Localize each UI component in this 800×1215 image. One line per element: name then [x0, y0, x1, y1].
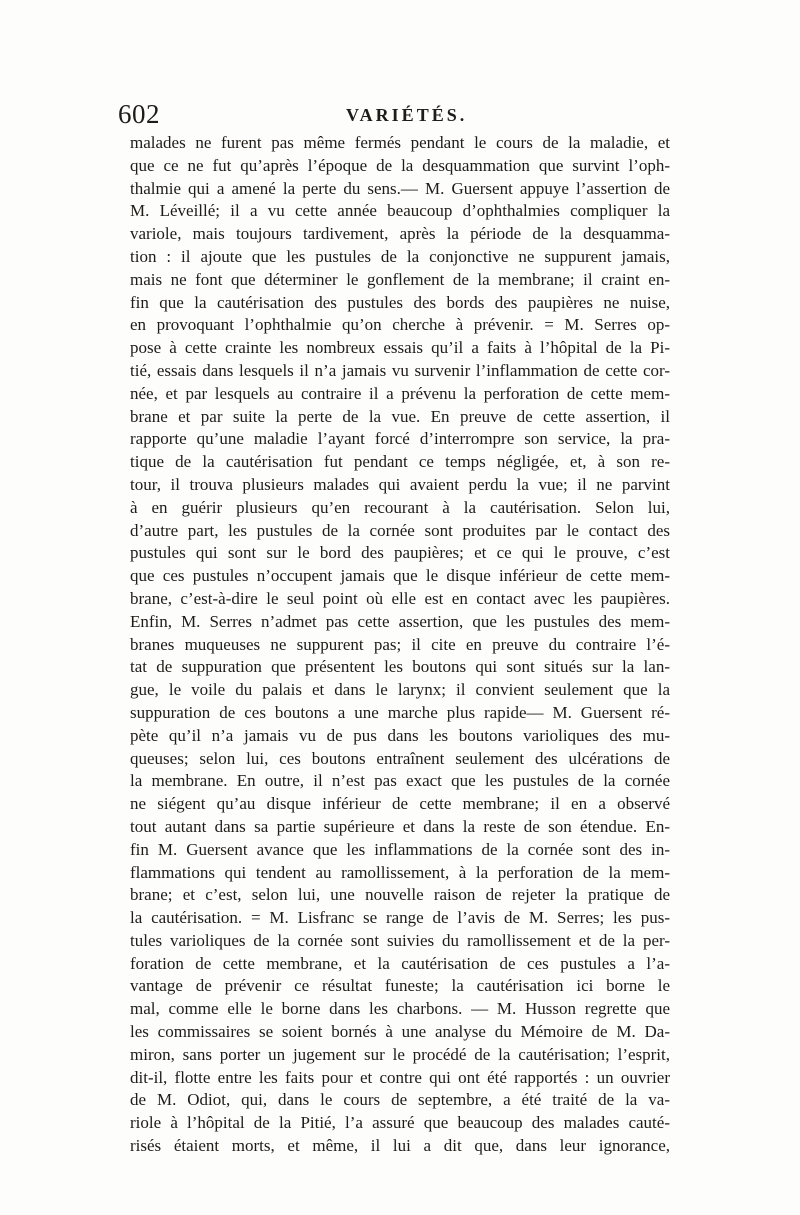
text-line: malades ne furent pas même fermés pendant le cours de la maladie, et	[130, 133, 670, 152]
text-line: pose à cette crainte les nombreux essais qu’il a faits à l’hôpital de la Pi-	[130, 338, 670, 358]
text-line: fin M. Guersent avance que les inflammations de la cornée sont des in-	[130, 839, 670, 859]
text-line: tour, il trouva plusieurs malades qui avaient perdu la vue; il ne parvint	[130, 474, 670, 494]
text-line: risés étaient morts, et même, il lui a dit que, dans leur ignorance,	[130, 1136, 670, 1156]
text-line: tique de la cautérisation fut pendant ce temps négligée, et, à son re-	[130, 452, 670, 472]
text-line: ne siégent qu’au disque inférieur de cette membrane; il en a observé	[130, 794, 670, 814]
text-line: brane et par suite la perte de la vue. En preuve de cette assertion, il	[130, 406, 670, 426]
text-line: thalmie qui a amené la perte du sens.— M. Guersent appuye l’assertion de	[130, 178, 670, 198]
text-line: suppuration de ces boutons a une marche plus rapide— M. Guersent ré-	[130, 702, 670, 722]
text-line: fin que la cautérisation des pustules des bords des paupières ne nuise,	[130, 292, 670, 312]
text-line: flammations qui tendent au ramollissement, à la perforation de la mem-	[130, 862, 670, 882]
text-line: miron, sans porter un jugement sur le procédé de la cautérisation; l’esprit,	[130, 1044, 670, 1064]
text-line: tion : il ajoute que les pustules de la conjonctive ne suppurent jamais,	[130, 246, 670, 266]
text-line: en provoquant l’ophthalmie qu’on cherche à prévenir. = M. Serres op-	[130, 315, 670, 335]
text-line: M. Léveillé; il a vu cette année beaucoup d’ophthalmies compliquer la	[130, 201, 670, 221]
page-number: 602	[118, 99, 160, 129]
text-line: mal, comme elle le borne dans les charbons. — M. Husson regrette que	[130, 999, 670, 1019]
text-line: brane; et c’est, selon lui, une nouvelle raison de rejeter la pratique de	[130, 885, 670, 905]
text-line: brane, c’est-à-dire le seul point où elle est en contact avec les paupières.	[130, 588, 670, 608]
running-head: VARIÉTÉS.	[346, 105, 468, 125]
text-line: foration de cette membrane, et la cautérisation de ces pustules a l’a-	[130, 953, 670, 973]
text-line: queuses; selon lui, ces boutons entraînent seulement des ulcérations de	[130, 748, 670, 768]
text-line: riole à l’hôpital de la Pitié, l’a assuré que beaucoup des malades cauté-	[130, 1113, 670, 1133]
text-line: la cautérisation. = M. Lisfranc se range de l’avis de M. Serres; les pus-	[130, 908, 670, 928]
text-line: vantage de prévenir ce résultat funeste; la cautérisation ici borne le	[130, 976, 670, 996]
text-line: Enfin, M. Serres n’admet pas cette assertion, que les pustules des mem-	[130, 611, 670, 631]
text-line: pustules qui sont sur le bord des paupières; et ce qui le prouve, c’est	[130, 543, 670, 563]
text-line: que ce ne fut qu’après l’époque de la desquammation que survint l’oph-	[130, 155, 670, 175]
text-line: de M. Odiot, qui, dans le cours de septembre, a été traité de la va-	[130, 1090, 670, 1110]
text-line: tat de suppuration que présentent les boutons qui sont situés sur la lan-	[130, 657, 670, 677]
body-text	[130, 132, 670, 1158]
text-line: tié, essais dans lesquels il n’a jamais vu survenir l’inflammation de cette cor-	[130, 360, 670, 380]
text-line: que ces pustules n’occupent jamais que le disque inférieur de cette mem-	[130, 566, 670, 586]
page-header	[118, 98, 678, 130]
text-line: tout autant dans sa partie supérieure et dans la reste de son étendue. En-	[130, 816, 670, 836]
text-line: mais ne font que déterminer le gonflement de la membrane; il craint en-	[130, 269, 670, 289]
text-line: les commissaires se soient bornés à une analyse du Mémoire de M. Da-	[130, 1022, 670, 1042]
text-line: d’autre part, les pustules de la cornée sont produites par le contact des	[130, 520, 670, 540]
text-line: tules varioliques de la cornée sont suivies du ramollissement et de la per-	[130, 930, 670, 950]
text-line: née, et par lesquels au contraire il a prévenu la perforation de cette mem-	[130, 383, 670, 403]
text-line: branes muqueuses ne suppurent pas; il cite en preuve du contraire l’é-	[130, 634, 670, 654]
text-line: rapporte qu’une maladie l’ayant forcé d’interrompre son service, la pra-	[130, 429, 670, 449]
text-line: pète qu’il n’a jamais vu de pus dans les boutons varioliques des mu-	[130, 725, 670, 745]
text-line: dit-il, flotte entre les faits pour et contre qui ont été rapportés : un ouvrier	[130, 1067, 670, 1087]
text-line: la membrane. En outre, il n’est pas exact que les pustules de la cornée	[130, 771, 670, 791]
text-line: gue, le voile du palais et dans le larynx; il convient seulement que la	[130, 680, 670, 700]
text-line: à en guérir plusieurs qu’en recourant à la cautérisation. Selon lui,	[130, 497, 670, 517]
text-line: variole, mais toujours tardivement, après la période de la desquamma-	[130, 224, 670, 244]
